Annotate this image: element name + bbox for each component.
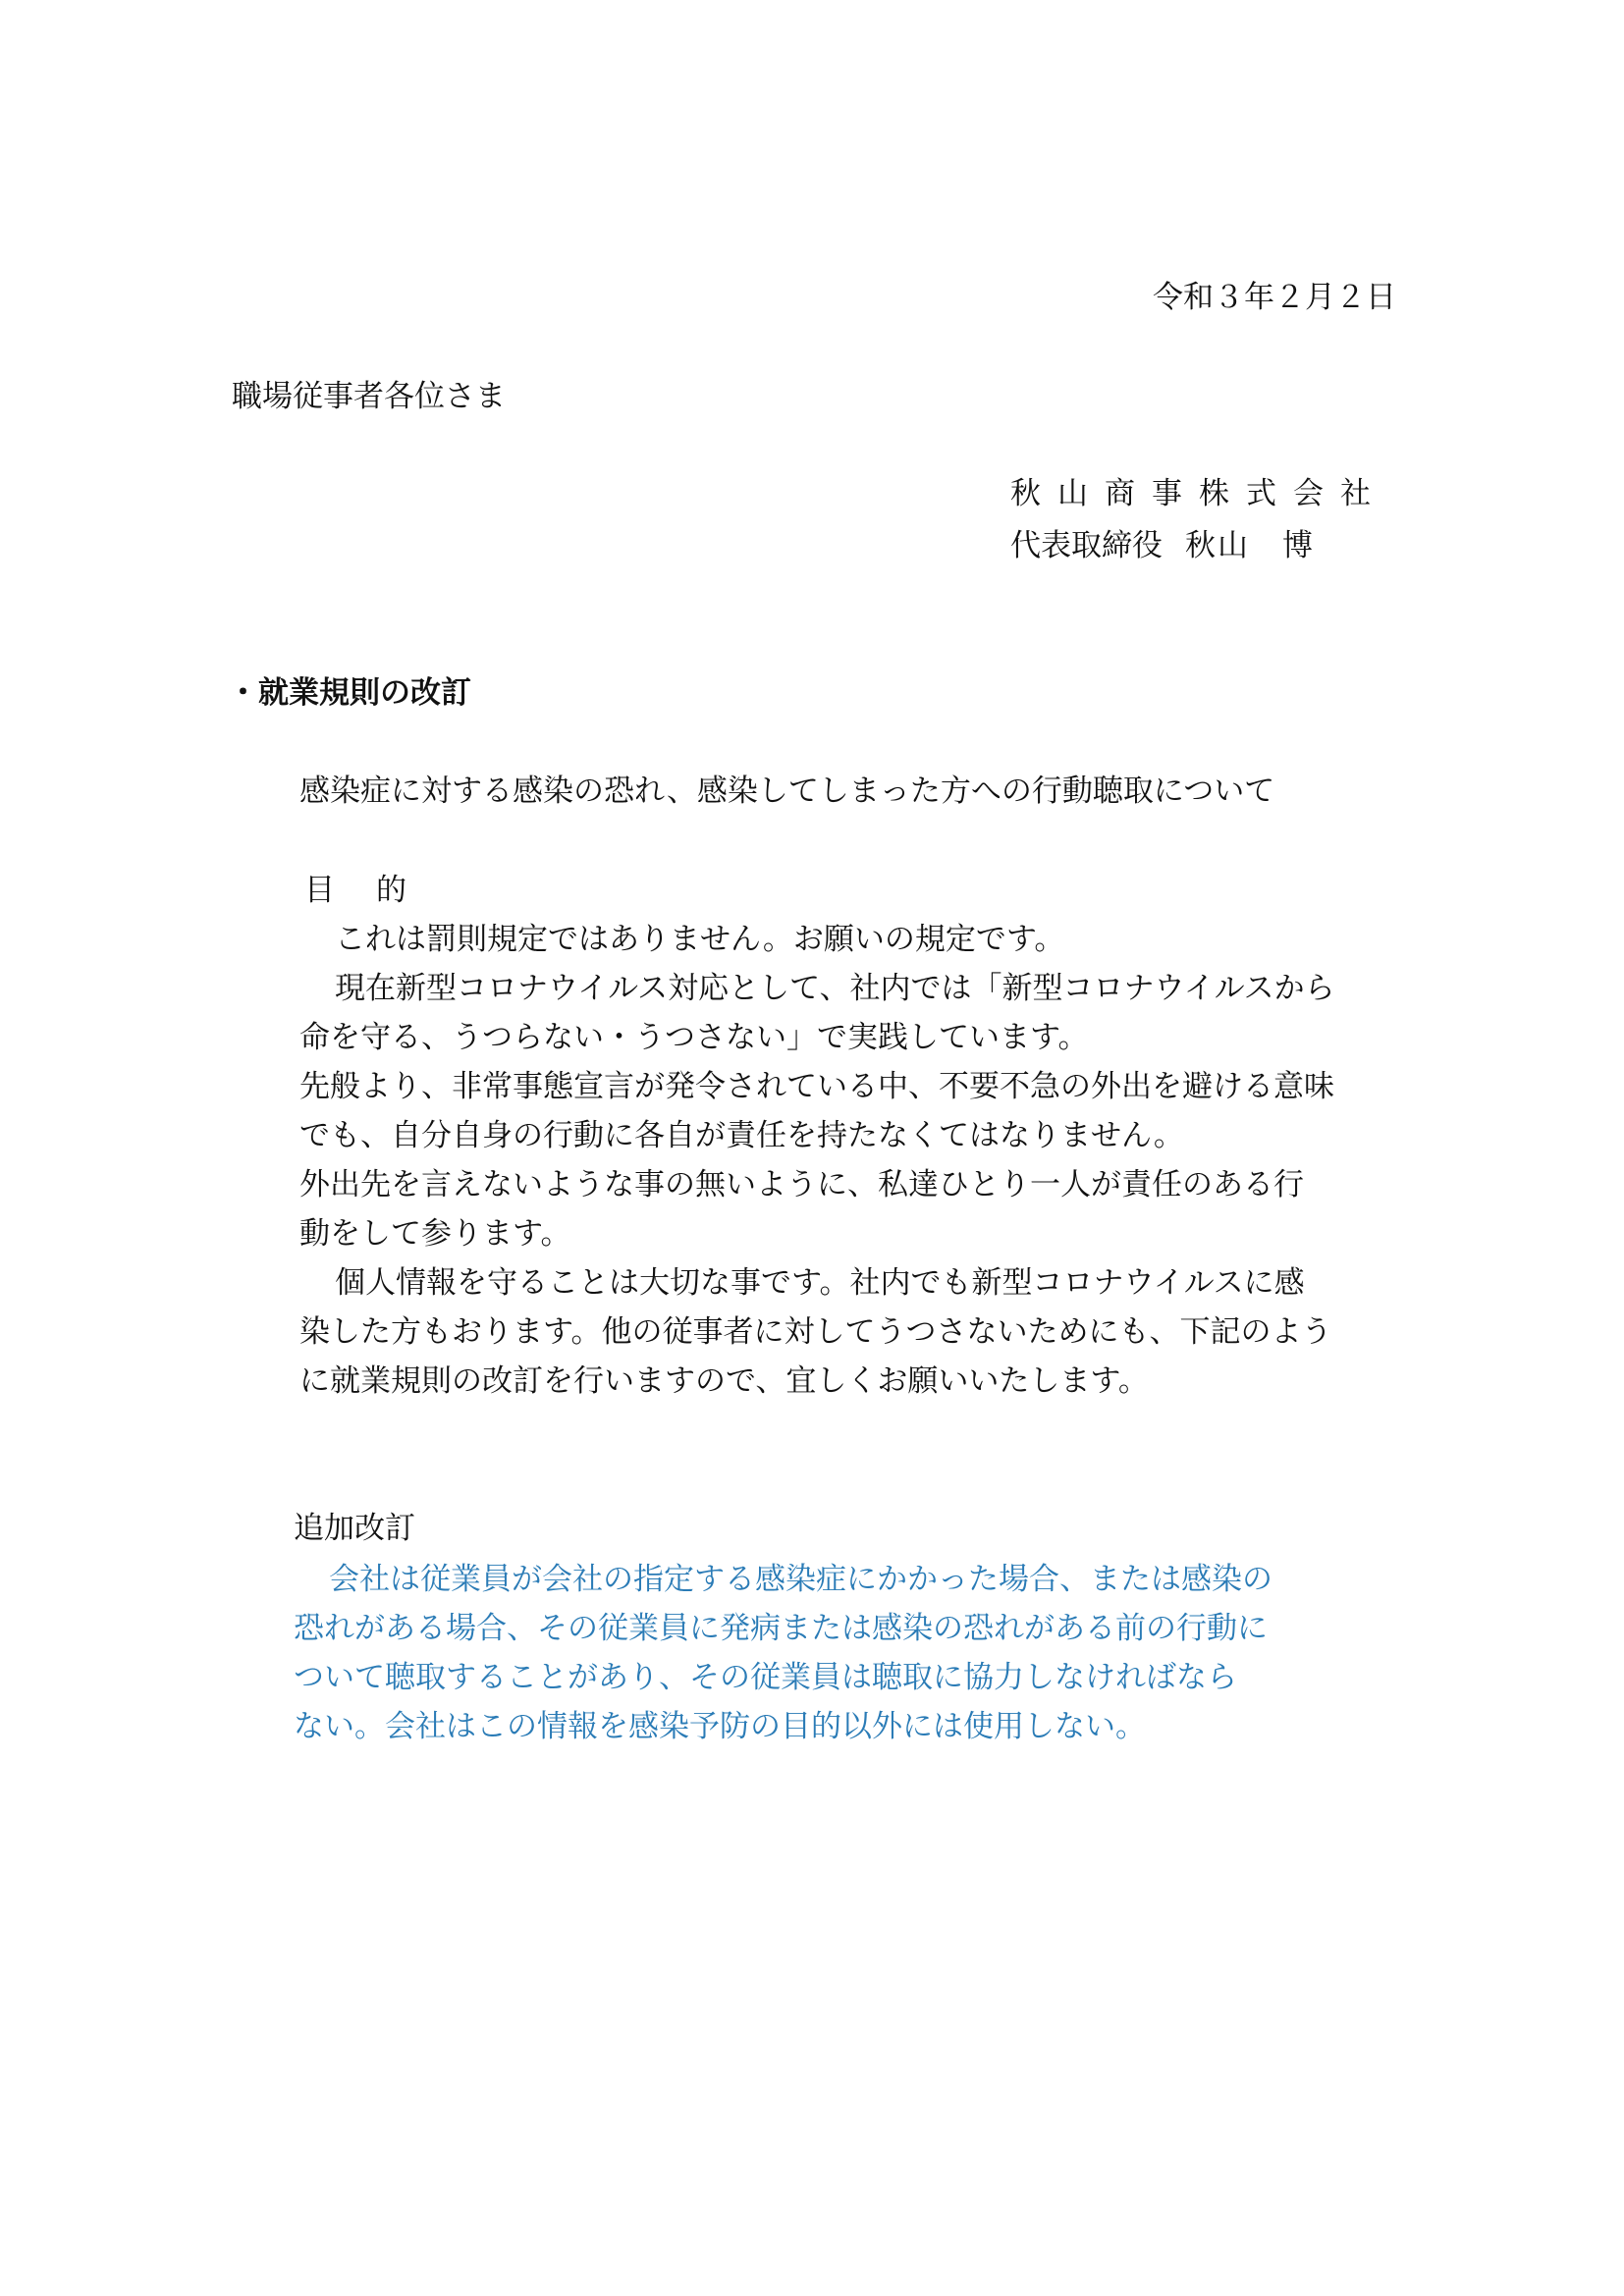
purpose-heading-left: 目 bbox=[304, 873, 335, 908]
section-title: ・就業規則の改訂 bbox=[228, 675, 471, 711]
recipient-line: 職場従事者各位さま bbox=[232, 379, 506, 414]
purpose-heading-right: 的 bbox=[376, 873, 406, 908]
addendum-line: ついて聴取することがあり、その従業員は聴取に協力しなければなら bbox=[294, 1660, 1237, 1695]
purpose-body bbox=[299, 915, 1409, 1406]
addendum-line: 恐れがある場合、その従業員に発病または感染の恐れがある前の行動に bbox=[294, 1611, 1268, 1646]
addendum-line: ない。会社はこの情報を感染予防の目的以外には使用しない。 bbox=[294, 1709, 1146, 1744]
document-date: 令和３年２月２日 bbox=[1153, 280, 1396, 315]
signer-block bbox=[1010, 526, 1315, 565]
purpose-heading bbox=[304, 871, 406, 910]
addendum-body bbox=[294, 1555, 1272, 1751]
signer-role: 代表取締役 bbox=[1010, 528, 1163, 563]
purpose-line: 個人情報を守ることは大切な事です。社内でも新型コロナウイルスに感 bbox=[335, 1265, 1305, 1301]
purpose-line: 先般より、非常事態宣言が発令されている中、不要不急の外出を避ける意味 bbox=[299, 1069, 1334, 1104]
purpose-line: 動をして参ります。 bbox=[299, 1216, 571, 1252]
purpose-line: 染した方もおります。他の従事者に対してうつさないためにも、下記のよう bbox=[299, 1314, 1332, 1350]
purpose-line: これは罰則規定ではありません。お願いの規定です。 bbox=[335, 922, 1065, 957]
purpose-line: に就業規則の改訂を行いますので、宜しくお願いいたします。 bbox=[299, 1363, 1149, 1399]
signer-name: 秋山 博 bbox=[1185, 528, 1315, 563]
subject-line: 感染症に対する感染の恐れ、感染してしまった方への行動聴取について bbox=[299, 774, 1275, 809]
purpose-line: でも、自分自身の行動に各自が責任を持たなくてはなりません。 bbox=[299, 1118, 1184, 1153]
purpose-line: 外出先を言えないような事の無いように、私達ひとり一人が責任のある行 bbox=[299, 1167, 1304, 1202]
purpose-line: 命を守る、うつらない・うつさない」で実践しています。 bbox=[299, 1020, 1089, 1055]
addendum-line: 会社は従業員が会社の指定する感染症にかかった場合、または感染の bbox=[329, 1562, 1272, 1597]
purpose-line: 現在新型コロナウイルス対応として、社内では「新型コロナウイルスから bbox=[335, 971, 1335, 1006]
addendum-heading: 追加改訂 bbox=[294, 1511, 415, 1546]
company-name: 秋山商事株式会社 bbox=[1010, 476, 1387, 511]
